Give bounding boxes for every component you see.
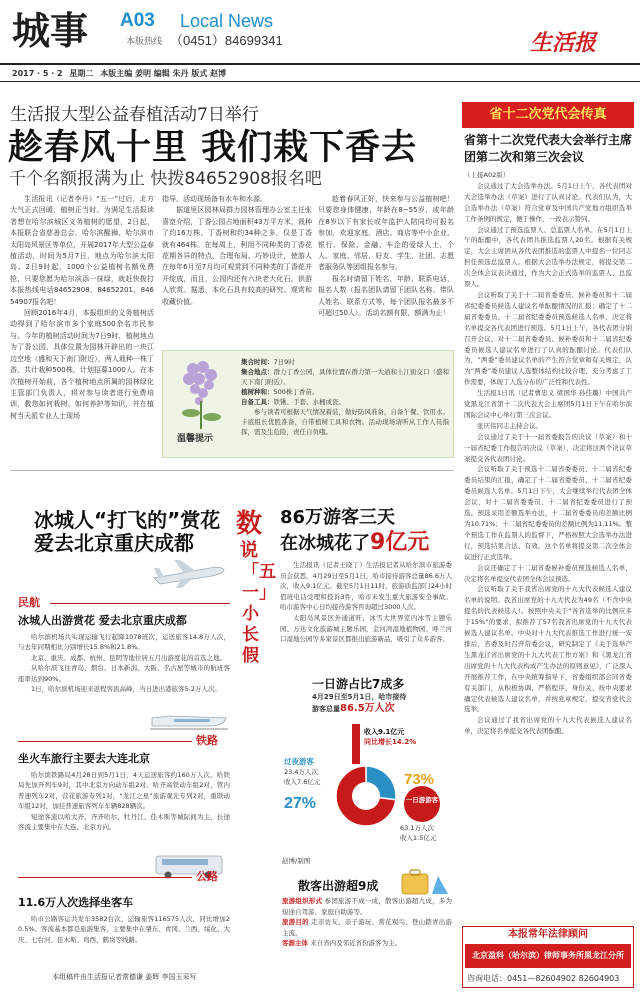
sidebar-source: （上接A02版） bbox=[464, 171, 510, 179]
day-trip-percent: 73% bbox=[404, 771, 435, 788]
aviation-body bbox=[18, 632, 230, 710]
sidebar-paragraph: 张庆伟同志主持会议。 bbox=[477, 421, 542, 430]
day-trip-label: 一日游游客 bbox=[405, 796, 439, 804]
chart-subtitle: 4月29日至5月1日，哈市接待 游客总量86.5万人次 bbox=[312, 693, 407, 714]
local-news-label: Local News bbox=[180, 11, 274, 31]
railway-subhead: 坐火车旅行主要去大连北京 bbox=[18, 752, 150, 765]
lead-column-2 bbox=[162, 194, 312, 344]
dateline bbox=[12, 68, 226, 80]
airplane-illustration bbox=[150, 556, 228, 590]
editors: 本版主编 姜明 编辑 朱丹 版式 赵博 bbox=[100, 69, 227, 78]
railway-paragraph: 哈尔滨铁路局4月28日到5月1日，4天运送旅客约160万人次。哈铁局先加开列车9对，其中北京方向动车组2对、哈齐高铁动车组2对，管内普速列车2对，营花旅游专列1对，“龙江之星”旅游观光专列2对，重联动车组12对，加挂普速旅客列车车辆828辆次。 bbox=[18, 771, 230, 811]
tourist-paragraph: 生活报讯（记者王晓丁）生活报记者从哈尔滨市旅游委员会获悉，4月29日至5月1日，哈市接待游客总量86.6万人次，收入9.1亿元。截至5月1日11时，旅游质监部门24小时值班电话受理和投诉3件，哈市未发生重大旅游安全事故。哈市游客中心日均接待游客咨询超过3000人次。 bbox=[280, 561, 452, 612]
transport-headline-2: 爱去北京重庆成都 bbox=[34, 531, 194, 555]
tourist-body bbox=[280, 560, 452, 672]
stats-char: 说 bbox=[240, 540, 258, 561]
highway-paragraph: 哈市公路客运共发车3582台次，运输旅客116575人次，同比增加20.5%。客流基本都是旅游集客，主要集中在肇东、青冈、兰西、绥化、大庆、七台河、佳木斯、鸡西、鹤岗等线路。 bbox=[18, 915, 230, 944]
lead-column-3 bbox=[318, 194, 454, 344]
sidebar-paragraph: 会议通过了关于十一届省委报告的决议（草案）和十一届省纪委工作报告的决议（草案），决定将这两个决议草案提交各代表团讨论。 bbox=[464, 432, 632, 463]
chart-drawer-credit: 赵博/制图 bbox=[282, 857, 311, 865]
highway-body bbox=[18, 914, 230, 972]
date: 2017 · 5 · 2 bbox=[12, 69, 63, 78]
transport-credit: 本组稿件由生活报记者常德谦 姜辉 李国玉采写 bbox=[52, 973, 197, 981]
chart-total-visitors: 86.5万人次 bbox=[340, 703, 395, 714]
train-illustration bbox=[150, 710, 228, 732]
lead-paragraph: 报名时请留下姓名、年龄、联系电话，报名人数（报名团队请留下团队名称、带队人姓名、联系方式等，每个团队报名最多不可超过50人）。活动名额有限，额满为止！ bbox=[318, 274, 454, 318]
lead-paragraph: 生活报讯（记者李丹）“五一”过后，北方大气正式回暖，植树正当时。为满足生活报读者想在哈尔滨城区义务植树的愿望，2日起，本报联合省慈善总会、哈尔滨醒狮、哈尔滨市太阳岛风景区等单位，开展2017年大型公益春植活动，时间为5月7日，地点为哈尔滨太阳岛。2日9时起，1000个公益植树名额免费抢，只要您愿为哈尔滨添一抹绿，就赶快拨打本报热线电话84652908、84652201、84654907报名吧！ bbox=[10, 195, 154, 306]
tourist-paragraph: 太阳岛风景区外通道旺，冰雪大世界室内冰雪主题乐园、万达文化旅游城主题乐园，金河湾湿地植物园、呼兰河口湿地公园等多家景区都推出旅游新品，吸引了众多游客。 bbox=[280, 613, 452, 644]
lead-kicker: 生活报大型公益春植活动7日举行 bbox=[10, 105, 259, 125]
section-title: 城事 bbox=[12, 8, 89, 53]
railway-paragraph: 短途客流以哈大齐、齐齐哈尔、牡丹江、佳木斯等城际间为主，长途客流主要集中在大连、北京方向。 bbox=[18, 812, 230, 832]
stats-column-title bbox=[236, 508, 276, 688]
masthead bbox=[0, 0, 640, 66]
warm-reminder-box bbox=[162, 350, 454, 458]
day-trip-income: 收入1.5亿元 bbox=[400, 834, 437, 842]
income-growth-label: 同比增长14.2% bbox=[364, 738, 417, 746]
sidebar-paragraph: 会议听取了关于我省出席党的十九大代表候选人建议名单的说明。我省出席党的十九大代表为49名（不含中央提名的代表候选人）。按照中央关于“各省选举的比例应多于15%”的要求，拟推荐了57名我省出席党的十九大代表候选人建议名单。中央对十九大代表推选工作进行统一安排后，省委及时召开常委会议，研究制定了《关于选举产生黑龙江省出席党的十九大代表工作方案》和《黑龙江省出席党的十九大代表构成产生办法的原则意见》，广泛深入开展推荐工作，在中央统筹指导下，省委组织部会同省委有关部门，从积极协调、严格程序、身份关、按中央要求确定代表候选人建议名单，并按党章规定，提交省党代会选举。 bbox=[464, 585, 632, 714]
aviation-paragraph: 从哈尔滨飞往青岛、烟台、日本新潟、大阪、名古屋等城市的航班客座率达到90%。 bbox=[18, 664, 230, 683]
paper-logo: 生活报 bbox=[530, 30, 597, 56]
reminder-line: 集合地点：群力丁香公园，具体位置在群力第一大道和上江街交口（盛和天下南门附近）。 bbox=[241, 368, 449, 386]
lead-column-1 bbox=[10, 194, 154, 464]
tourist-headline-1: 86万游客三天 bbox=[280, 507, 396, 528]
lead-headline: 趁春风十里 我们栽下香去 bbox=[8, 128, 418, 168]
overnight-label: 过夜游客 bbox=[284, 757, 314, 766]
railway-body bbox=[18, 770, 230, 850]
page-number: A03 bbox=[120, 10, 155, 31]
lead-subhead: 千个名额报满为止 快拨84652908报名吧 bbox=[9, 169, 322, 189]
weekday: 星期二 bbox=[69, 69, 94, 78]
tourist-subhead: 散客出游超9成 bbox=[298, 879, 379, 893]
reminder-line: 自备工具：铁锹、手套、水桶或瓷。 bbox=[241, 398, 345, 406]
travel-luggage-icon bbox=[398, 868, 450, 898]
transport-headline-1: 冰城人“打飞的”赏花 bbox=[34, 508, 221, 532]
sidebar-body bbox=[464, 170, 632, 922]
aviation-paragraph: 北京、重庆、成都、杭州、昆明等地位居五月出游度花的首选之地。 bbox=[31, 653, 226, 662]
day-trip-badge bbox=[404, 786, 440, 822]
sidebar-paragraph: 生活报1日讯（记者曹忠义 梁国华 孙佳璐）中国共产党黑龙江省第十二次代表大会主席团5月1日下午在哈尔滨国际会议中心举行第三次会议。 bbox=[464, 389, 632, 419]
day-trip-pie-chart bbox=[280, 722, 452, 854]
aviation-paragraph: 1日，哈尔滨机场迎来返程客流高峰，当日进出港旅客5.2万人次。 bbox=[31, 685, 221, 694]
sidebar-banner-text: 省十二次党代会传真 bbox=[489, 107, 607, 122]
income-label: 收入9.1亿元 bbox=[364, 728, 405, 736]
tourist-amount: 9亿元 bbox=[370, 530, 430, 555]
tourist-bullets bbox=[282, 896, 452, 980]
section-label-highway: 公路 bbox=[196, 870, 218, 883]
promo-phone: 咨询电话：0451—82604902 82604903 bbox=[467, 974, 620, 983]
section-label-aviation: 民航 bbox=[18, 596, 40, 609]
hotline-label: 本版热线 bbox=[126, 37, 163, 47]
tourist-bullet: 旅游目的 走亲访友、亲子游玩、赏花观鸟、登山踏青出游主流。 bbox=[282, 918, 452, 937]
highway-subhead: 11.6万人次选择坐客车 bbox=[18, 896, 134, 909]
legal-promo-box bbox=[462, 926, 634, 988]
sidebar-paragraph: 会议通过了大会选举办法。5月1日上午，各代表团对大会选举办法（草案）进行了认真讨论。代表们认为，大会选举办法（草案）符合党章及中国共产党地方组织选举工作条例的规定，便于操作，一致表示赞同。 bbox=[464, 181, 632, 223]
day-trip-visitors: 63.1万人次 bbox=[400, 824, 434, 832]
aviation-paragraph: 哈尔滨机场共实现运输飞行起降1078班次，运送旅客14.8万人次，与去年同期相比分别增长15.8%和21.8%。 bbox=[18, 633, 230, 652]
promo-tag: 本报常年法律顾问 bbox=[508, 929, 588, 940]
income-bar bbox=[352, 724, 360, 764]
overnight-percent: 27% bbox=[284, 795, 317, 812]
aviation-subhead: 冰城人出游赏花 爱去北京重庆成都 bbox=[18, 614, 187, 627]
section-label-railway: 铁路 bbox=[196, 734, 218, 747]
lead-paragraph: 据道里区园林局群力园林管理办公室主任张喜宽介绍，丁香公园占地面积43万平方米，栽种了约16万株、丁香树和约34种之多，仅是丁香就有464株。在每周上，利用不同种类的丁香花花期各异的特点，合理布局、巧妙设计，使游人在每年6月至7月均可观赏到不同种类的丁香花并开绽放，而且，公园内还有六块老大化石，供游人欣赏。据悉，本化石具有较高的研究、观赏和收藏价值。 bbox=[162, 206, 312, 306]
overnight-income: 收入7.6亿元 bbox=[284, 778, 321, 786]
pie-center-hole bbox=[352, 782, 380, 810]
reminder-line: 植树种和：500株丁香苗。 bbox=[241, 388, 319, 396]
tourist-headline-2: 在冰城花了9亿元 bbox=[280, 530, 430, 555]
lead-paragraph: 回顾2016年4月，本报组织的义务植树活动得到了哈尔滨市多个家庭500余名市民参与。今年的植树活动时间为7日9时，植树地点为了香公园，具体位置为园林开辟出的一块江边空地（盛和天下南门附近），两人栽种一株丁香，共计栽种500株，计划招募1000人。在本次植树开始前，各个植树地点所属的园林绿化主管部门负责人，将对参与读者进行免费培训，教您如何栽树、如何养护等知识，并在植树当天派专业人士现场 bbox=[10, 309, 154, 420]
reminder-line: 参与读者可根据天气情况着装，做好防风准备，自备午餐、饮用水。卡底组长优胜准备，自带植树工具和衣物。活动现场请听从工作人员指挥，需及生危险，责任自负哦。 bbox=[241, 408, 449, 436]
day-trip-chart-title: 一日游占比7成多 bbox=[312, 677, 405, 691]
sidebar-title: 省第十二次党代表大会举行主席团第二次和第三次会议 bbox=[464, 133, 633, 164]
sidebar-paragraph: 会议听取了关于十二届省委委员、候补委员和十二届省纪委委员候选人建议名单酝酿情况的汇报；确定了十二届省委委员、十二届省纪委委员预选候选人名单，决定将名单提交各代表团进行预选。5月1日上午，各代表团分别召开会议，对十二届省委委员、候补委员和十二届省纪委委员候选人建议名单进行了认真的酝酿讨论。代表们认为，“两委”委员建议名单的产生符合党章和有关规定，认为“两委”委员建议人选整体结构比较合理，充分考虑了工作需要，体现了人选分布的广泛性和代表性。 bbox=[464, 290, 632, 387]
stats-big-char: 数 bbox=[236, 509, 263, 539]
lead-paragraph: 趁着春风正好，快来参与公益植树吧！只要您身体健康，年龄在8~55岁，或年龄在8岁以下有家长或年监护人陪同均可报名参加，欢迎家庭、酒店、商店等中小企业、银行、保险、金融、车企的爱绿人士、个人、家庭、邻居、好友、学生、社团、志愿者服务队等团组报名参与。 bbox=[318, 195, 454, 272]
reminder-line: 集合时间：7日9时 bbox=[241, 358, 295, 366]
tourist-bullet: 旅游组织形式 参团旅游不成一成，散客出游超九成，多为短途自驾游、家庭自助游等。 bbox=[282, 897, 452, 916]
promo-firm: 北京盈科（哈尔滨）律师事务所黑龙江分所 bbox=[465, 944, 631, 968]
lead-paragraph: 指导，活动现场备有水车和水源。 bbox=[162, 195, 267, 203]
tourist-bullet: 客源主体 来自省内及邻近省份游客为主。 bbox=[282, 939, 402, 948]
reminder-lines bbox=[241, 357, 449, 437]
sidebar-paragraph: 会议通过了预选监票人、总监票人名单。在5月1日上午的酝酿中，各代表团共推选监票人20名。根据有关规定，大会主席团从各代表团推选的监票人中提名一位同志担任预选总监票人。根据大会选举办法规定，将提交第二次全体会议表决通过，作为大会正式选举的监票人、总监票人。 bbox=[464, 225, 632, 289]
overnight-visitors: 23.4万人次 bbox=[284, 768, 318, 776]
warm-reminder-label: 温馨提示 bbox=[177, 434, 214, 444]
sidebar-paragraph: 会议听取了关于预选十二届省委委员、十二届省纪委委员结果的汇报，确定了十二届省委委员、十二届省纪委委员候选人名单。5月1日下午，大会继续举行代表团全体会议，对十二届省委委员、十二届省纪委委员进行了预选。预选采用差额选举办法，十二届省委委员的差额比例为10.71%；十二届省纪委委员的差额比例为11.11%。整个预选工作在监票人的监督下，严格按照大会选举办法进行，预选结果合法、有效。这个名单将提交第二次全体会议进行正式选举。 bbox=[464, 465, 632, 561]
hotline-number: （0451）84699341 bbox=[170, 33, 283, 48]
lilac-flower-icon bbox=[171, 357, 231, 431]
sidebar-paragraph: 会议还确定了十二届省委候补委员预选候选人名单，决定将名单提交代表团全体会议预选。 bbox=[464, 563, 632, 583]
stats-subtitle: 「五一」小长假 bbox=[242, 562, 276, 666]
sidebar-paragraph: 会议通过了我省出席党的十九大代表候选人建议名单，决定将名单提交各代表团酝酿。 bbox=[464, 716, 632, 736]
